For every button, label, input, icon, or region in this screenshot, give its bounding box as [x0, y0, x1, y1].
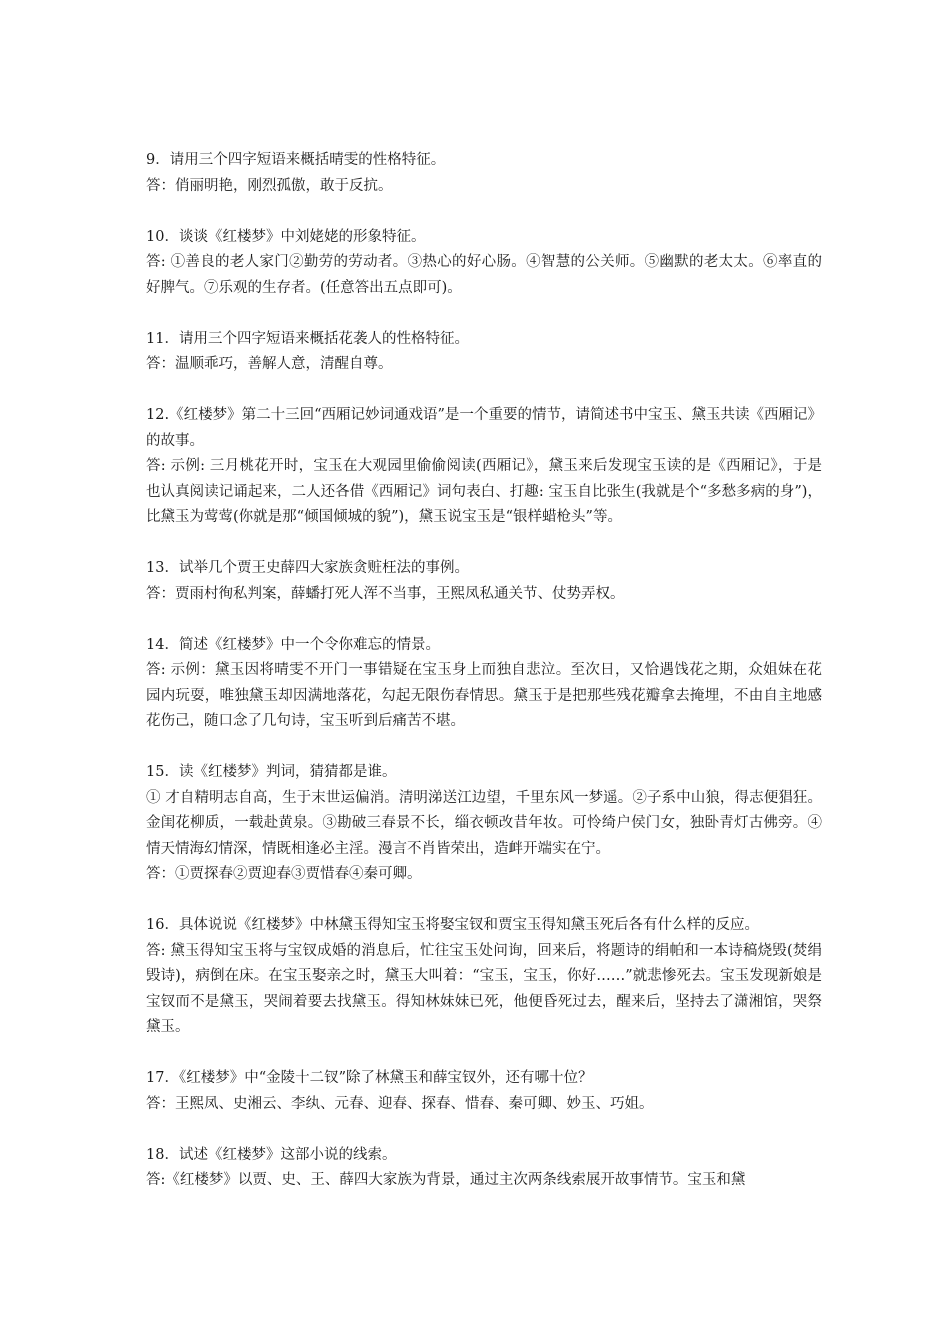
answer-text: 答：贾雨村徇私判案，薛蟠打死人浑不当事，王熙凤私通关节、仗势弄权。 — [146, 585, 625, 602]
qa-item-15 — [146, 760, 822, 888]
question-text: 15．读《红楼梦》判词，猜猜都是谁。 — [146, 764, 397, 780]
answer-text: 答：俏丽明艳，刚烈孤傲，敢于反抗。 — [146, 177, 393, 194]
answer-text: 答：王熙凤、史湘云、李纨、元春、迎春、探春、惜春、秦可卿、妙玉、巧姐。 — [146, 1095, 654, 1112]
question-text: 14．简述《红楼梦》中一个令你难忘的情景。 — [146, 636, 440, 653]
question-text: 17．《红楼梦》中“金陵十二钗”除了林黛玉和薛宝钗外，还有哪十位？ — [146, 1070, 593, 1086]
question-text: 10．谈谈《红楼梦》中刘姥姥的形象特征。 — [146, 228, 426, 245]
qa-item-10 — [146, 225, 822, 302]
answer-text: 答: 示例: 三月桃花开时，宝玉在大观园里偷偷阅读(西厢记》，黛玉来后发现宝玉读的是《西厢记》，于是也认真阅读记诵起来，二人还各借《西厢记》词句表白、打趣: 宝玉自比张生(我就是个“多愁多病的身”)，比黛玉为莺莺(你就是那“倾国倾城的貌”)，黛玉说宝玉是“银样蜡枪头”等。 — [146, 458, 822, 525]
poem-text: ① 才自精明志自高，生于末世运偏消。清明涕送江边望，千里东风一梦遥。②子系中山狼，得志便猖狂。金闺花柳质，一载赴黄泉。③勘破三春景不长，缁衣顿改昔年妆。可怜绮户侯门女，独卧青灯古佛旁。④情天情海幻情深，情既相逢必主淫。漫言不肖皆荣出，造衅开端实在宁。 — [146, 789, 822, 857]
question-text: 11．请用三个四字短语来概括花袭人的性格特征。 — [146, 330, 469, 347]
answer-text: 答：①贾探春②贾迎春③贾惜春④秦可卿。 — [146, 866, 422, 882]
question-text: 18．试述《红楼梦》这部小说的线索。 — [146, 1146, 397, 1163]
answer-text: 答：温顺乖巧，善解人意，清醒自尊。 — [146, 356, 393, 372]
qa-item-14 — [146, 633, 822, 735]
question-text: 12.《红楼梦》第二十三回“西厢记妙词通戏语”是一个重要的情节，请简述书中宝玉、黛玉共读《西厢记》的故事。 — [146, 407, 822, 449]
qa-item-18 — [146, 1143, 822, 1194]
answer-text: 答:《红楼梦》以贾、史、王、薛四大家族为背景，通过主次两条线索展开故事情节。宝玉和黛 — [146, 1172, 746, 1188]
qa-item-17 — [146, 1066, 822, 1117]
qa-item-9 — [146, 148, 822, 199]
qa-item-16 — [146, 913, 822, 1041]
answer-text: 答: 黛玉得知宝玉将与宝钗成婚的消息后，忙往宝玉处问询，回来后，将题诗的绢帕和一本诗稿烧毁(焚绢毁诗)，病倒在床。在宝玉娶亲之时，黛玉大叫着：“宝玉，宝玉，你好……”就悲惨死去。宝玉发现新娘是宝钗而不是黛玉，哭闹着要去找黛玉。得知林妹妹已死，他便昏死过去，醒来后，坚持去了潇湘馆，哭祭黛玉。 — [146, 942, 822, 1035]
qa-item-13 — [146, 556, 822, 607]
question-text: 16．具体说说《红楼梦》中林黛玉得知宝玉将娶宝钗和贾宝玉得知黛玉死后各有什么样的反应。 — [146, 917, 759, 933]
qa-item-11 — [146, 327, 822, 378]
question-text: 9．请用三个四字短语来概括晴雯的性格特征。 — [146, 152, 446, 168]
qa-item-12 — [146, 403, 822, 531]
question-text: 13．试举几个贾王史薛四大家族贪赃枉法的事例。 — [146, 560, 469, 576]
answer-text: 答: 示例：黛玉因将晴雯不开门一事错疑在宝玉身上而独自悲泣。至次日，又恰遇饯花之期，众姐妹在花园内玩耍，唯独黛玉却因满地落花，勾起无限伤春情思。黛玉于是把那些残花瓣拿去掩埋，不由自主地感花伤己，随口念了几句诗，宝玉听到后痛苦不堪。 — [146, 662, 822, 729]
document-page — [146, 148, 822, 1219]
answer-text: 答: ①善良的老人家门②勤劳的劳动者。③热心的好心肠。④智慧的公关师。⑤幽默的老太太。⑥率直的好脾气。⑦乐观的生存者。(任意答出五点即可)。 — [146, 254, 822, 296]
